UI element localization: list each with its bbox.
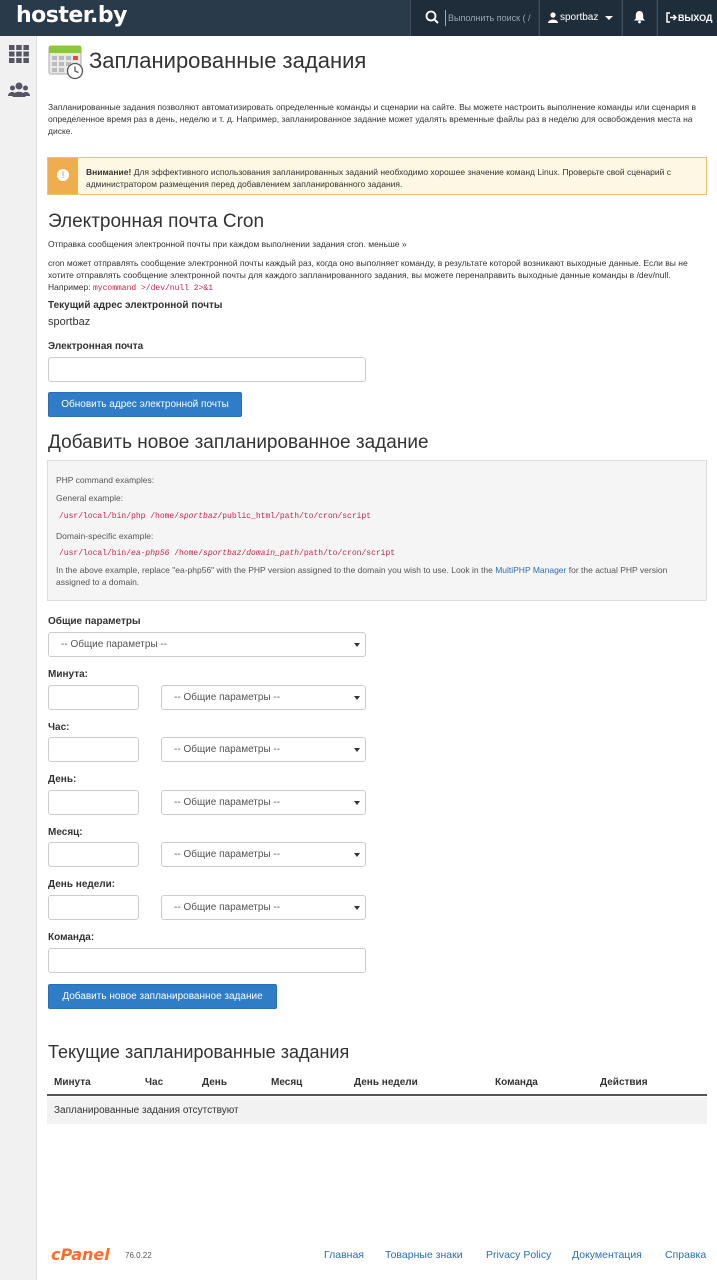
search-icon bbox=[425, 10, 439, 24]
hoster-logo[interactable]: hoster.by bbox=[16, 3, 127, 28]
minute-select[interactable]: -- Общие параметры -- bbox=[161, 685, 366, 710]
column-header-hour: Час bbox=[145, 1077, 164, 1088]
add-cron-job-button[interactable]: Добавить новое запланированное задание bbox=[48, 984, 277, 1009]
month-field[interactable] bbox=[48, 842, 139, 867]
email-section-title: Электронная почта Cron bbox=[48, 211, 265, 232]
general-example-label: General example: bbox=[56, 493, 124, 503]
day-field[interactable] bbox=[48, 790, 139, 815]
command-label: Команда: bbox=[48, 932, 95, 943]
chevron-down-icon bbox=[354, 748, 360, 752]
grid-icon[interactable] bbox=[8, 44, 30, 64]
weekday-label: День недели: bbox=[48, 879, 116, 890]
general-example-code: /usr/local/bin/php /home/sportbaz/public_html/path/to/cron/script bbox=[59, 512, 372, 521]
cpanel-logo[interactable]: cPanel bbox=[51, 1245, 110, 1264]
examples-title: PHP command examples: bbox=[56, 475, 155, 485]
bell-icon bbox=[633, 10, 646, 24]
calendar-clock-icon bbox=[48, 44, 84, 80]
hour-select[interactable]: -- Общие параметры -- bbox=[161, 737, 366, 762]
chevron-down-icon bbox=[354, 696, 360, 700]
minute-label: Минута: bbox=[48, 669, 88, 680]
footer-link-help[interactable]: Справка bbox=[665, 1249, 707, 1261]
weekday-select[interactable]: -- Общие параметры -- bbox=[161, 895, 366, 920]
table-row bbox=[47, 1097, 707, 1124]
warning-alert bbox=[47, 157, 707, 195]
footer-link-privacy[interactable]: Privacy Policy bbox=[486, 1249, 552, 1261]
warning-text: Внимание! Для эффективного использования запланированных заданий необходимо хорошее значение команд Linux. Проверьте свой сценарий с администратором размещения перед добавлением запланированного задания. bbox=[86, 167, 671, 189]
username: sportbaz bbox=[560, 12, 599, 23]
user-menu[interactable] bbox=[539, 0, 621, 36]
logout-icon bbox=[666, 12, 677, 23]
sidebar bbox=[0, 36, 37, 1280]
column-header-weekday: День недели bbox=[354, 1077, 418, 1088]
search-box[interactable] bbox=[410, 0, 538, 36]
footer-link-docs[interactable]: Документация bbox=[572, 1249, 642, 1261]
exclamation-icon: ! bbox=[57, 169, 69, 181]
notifications-button[interactable] bbox=[622, 0, 656, 36]
common-settings-label: Общие параметры bbox=[48, 616, 141, 627]
intro-text: Запланированные задания позволяют автоматизировать определенные команды и сценарии на сайте. Вы можете настроить выполнение команды или сценария в определенное время раз в день, неделю и т. д. Например, запланированное задание может удалять временные файлы раз в неделю для освобождения места на диске. bbox=[48, 102, 697, 136]
command-field[interactable] bbox=[48, 948, 366, 973]
chevron-down-icon bbox=[605, 16, 613, 20]
warning-strip bbox=[48, 158, 78, 194]
column-header-command: Команда bbox=[495, 1077, 538, 1088]
column-header-month: Месяц bbox=[271, 1077, 303, 1088]
domain-example-code: /usr/local/bin/ea-php56 /home/sportbaz/domain_path/path/to/cron/script bbox=[59, 549, 396, 558]
domain-example-label: Domain-specific example: bbox=[56, 531, 154, 541]
user-icon bbox=[548, 12, 558, 23]
jobs-table-header bbox=[47, 1070, 707, 1096]
users-icon[interactable] bbox=[8, 80, 30, 100]
column-header-actions: Действия bbox=[600, 1077, 648, 1088]
logout-button[interactable] bbox=[657, 0, 717, 36]
month-label: Месяц: bbox=[48, 827, 83, 838]
example-code: mycommand >/dev/null 2>&1 bbox=[92, 284, 214, 293]
hour-label: Час: bbox=[48, 722, 70, 733]
update-email-button[interactable]: Обновить адрес электронной почты bbox=[48, 392, 242, 417]
multiphp-manager-link[interactable]: MultiPHP Manager bbox=[495, 565, 567, 575]
hour-field[interactable] bbox=[48, 737, 139, 762]
empty-table-message: Запланированные задания отсутствуют bbox=[54, 1105, 239, 1116]
email-field[interactable] bbox=[48, 357, 366, 382]
current-email-value: sportbaz bbox=[48, 316, 91, 328]
day-label: День: bbox=[48, 774, 77, 785]
month-select[interactable]: -- Общие параметры -- bbox=[161, 842, 366, 867]
top-bar bbox=[0, 0, 717, 36]
column-header-minute: Минута bbox=[54, 1077, 91, 1088]
footer-link-home[interactable]: Главная bbox=[324, 1249, 364, 1261]
footer bbox=[37, 1240, 717, 1270]
email-description: cron может отправлять сообщение электронной почты каждый раз, когда оно выполняет команду, в результате которой возникают выходные данные. Если вы не хотите отправлять сообщение электронной почты для каждого запланированного задания, вы можете перенаправить выходные данные команды в /dev/null. Например: mycommand >/dev/null 2>&1 bbox=[48, 258, 688, 293]
chevron-down-icon bbox=[354, 906, 360, 910]
php-examples-box bbox=[47, 460, 707, 601]
day-select[interactable]: -- Общие параметры -- bbox=[161, 790, 366, 815]
page-title: Запланированные задания bbox=[89, 48, 367, 73]
logout-label: ВЫХОД bbox=[678, 13, 713, 23]
column-header-day: День bbox=[202, 1077, 227, 1088]
chevron-down-icon bbox=[354, 643, 360, 647]
minute-field[interactable] bbox=[48, 685, 139, 710]
common-settings-select[interactable]: -- Общие параметры -- bbox=[48, 632, 366, 657]
email-label: Электронная почта bbox=[48, 341, 144, 352]
current-email-label: Текущий адрес электронной почты bbox=[48, 300, 223, 311]
current-jobs-title: Текущие запланированные задания bbox=[48, 1042, 350, 1062]
footer-link-trademarks[interactable]: Товарные знаки bbox=[385, 1249, 463, 1261]
chevron-down-icon bbox=[354, 853, 360, 857]
examples-note: In the above example, replace "ea-php56" with the PHP version assigned to the domain you wish to use. Look in the MultiPHP Manager for the actual PHP version assigned to a domain. bbox=[56, 565, 668, 587]
chevron-down-icon bbox=[354, 801, 360, 805]
cpanel-version: 76.0.22 bbox=[125, 1251, 152, 1260]
weekday-field[interactable] bbox=[48, 895, 139, 920]
email-subtitle: Отправка сообщения электронной почты при каждом выполнении задания cron. меньше » bbox=[48, 239, 407, 249]
add-section-title: Добавить новое запланированное задание bbox=[48, 432, 429, 453]
search-input[interactable] bbox=[445, 10, 533, 26]
